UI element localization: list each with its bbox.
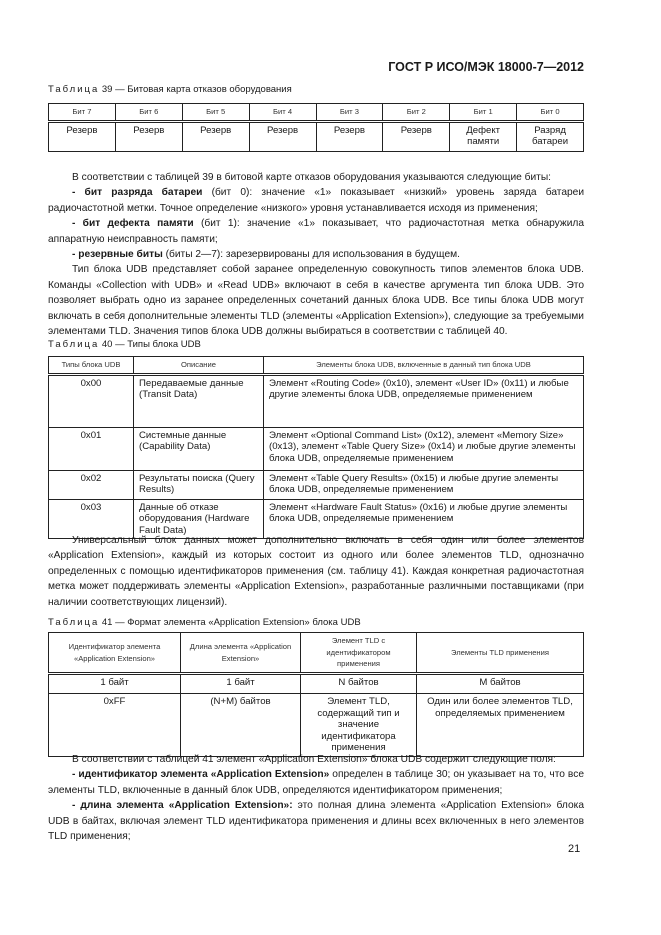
table-row [49,374,584,427]
paragraph: Универсальный блок данных может дополнительно включать в себя один или более элементов «Application Extension», каждый из которых состоит из одного или более элементов TLD, однозначно определенных с помощью идентификаторов применения (см. таблицу 41). Каждая конкретная радиочастотная метка может поддерживать элементы «Application Extension», разработанные различными поставщиками (при наличии соответствующих лицензий). [48,535,584,608]
definition: (бит 1): значение «1» показывает, что радиочастотная метка обнаружила аппаратную неисправность памяти; [48,218,584,245]
table-cell: Разряд батареи [517,121,584,151]
header-cell: Бит 4 [249,104,316,122]
paragraph: В соответствии с таблицей 41 элемент «Application Extension» блока UDB содержит следующие поля: [72,754,556,765]
header-cell: Элементы TLD применения [417,633,584,674]
page-number: 21 [568,843,581,855]
header-cell: Элемент TLD с идентификатором применения [301,633,417,674]
paragraph [48,185,584,216]
table-header-row [49,633,584,674]
table-cell: Дефект памяти [450,121,517,151]
body-text-2 [48,533,584,610]
table-cell: Элемент «Routing Code» (0x10), элемент «User ID» (0x11) и любые другие элементы блока UDB, определяемые применением [264,374,584,427]
caption-text: 40 — Типы блока UDB [101,339,201,350]
table-cell: Резерв [115,121,182,151]
table-cell: Элемент «Hardware Fault Status» (0x16) и любые другие элементы блока UDB, определяемые применением [264,499,584,539]
document-header: ГОСТ Р ИСО/МЭК 18000-7—2012 [388,60,584,74]
table-39 [48,103,584,152]
table-cell: Резерв [316,121,383,151]
table-row [49,121,584,151]
header-cell: Идентификатор элемента «Application Extension» [49,633,181,674]
definition: (бит 0): значение «1» показывает «низкий» уровень заряда батареи радиочастотной метки. Точное определение «низкого» уровня устанавливается исходя из применения; [48,187,585,214]
table-cell: Передаваемые данные (Transit Data) [134,374,264,427]
table-cell: 1 байт [181,674,301,694]
table-cell: Элемент TLD, содержащий тип и значение идентификатора применения [301,694,417,757]
paragraph: В соответствии с таблицей 39 в битовой карте отказов оборудования указываются следующие биты: [72,172,551,183]
table-cell: Резерв [49,121,116,151]
term: - идентификатор элемента «Application Extension» [72,769,330,781]
header-cell: Бит 3 [316,104,383,122]
table-cell: 1 байт [49,674,181,694]
table-row [49,427,584,470]
table-cell: Системные данные (Capability Data) [134,427,264,470]
table-cell: N байтов [301,674,417,694]
table-row [49,470,584,499]
body-text-1 [48,170,584,339]
definition: это полная длина элемента «Application Extension» блока UDB в байтах, включая элемент TLD идентификатора применения и длины всех включенных в него элементов TLD применения; [48,800,584,843]
table-cell: 0x01 [49,427,134,470]
table-row [49,674,584,694]
table-cell: Элемент «Optional Command List» (0x12), элемент «Memory Size» (0x13), элемент «Table Query Size» (0x14) и любые другие элементы блока UDB, определяемые применением [264,427,584,470]
table-40 [48,356,584,539]
paragraph [48,767,584,798]
table-39-caption [48,84,292,95]
header-cell: Бит 0 [517,104,584,122]
table-cell: Резерв [383,121,450,151]
header-cell: Элементы блока UDB, включенные в данный тип блока UDB [264,357,584,375]
table-cell: Элемент «Table Query Results» (0x15) и любые другие элементы блока UDB, определяемые применением [264,470,584,499]
header-cell: Бит 5 [182,104,249,122]
paragraph: Тип блока UDB представляет собой заранее определенную совокупность типов элементов блока UDB. Команды «Collection with UDB» и «Read UDB» включают в себя в качестве аргумента тип блока UDB. Это позволяет выбрать одно из заранее определенных сочетаний данных блока UDB. Все типы блока UDB могут включать в себя дополнительные элементы TLD (элементы «Application Extension»), следующие за требуемыми элементами TLD. Значения типов блока UDB должны выбираться в соответствии с таблицей 40. [48,264,584,338]
term: - бит дефекта памяти [72,218,194,230]
caption-label: Таблица [48,339,100,350]
table-cell: Данные об отказе оборудования (Hardware Fault Data) [134,499,264,539]
header-cell: Типы блока UDB [49,357,134,375]
table-41 [48,632,584,757]
table-cell: Резерв [182,121,249,151]
table-cell: 0xFF [49,694,181,757]
header-cell: Описание [134,357,264,375]
definition: определен в таблице 30; он указывает на то, что все элементы TLD, включенные в данный блок UDB, определяются идентификатором применения; [48,769,584,796]
table-cell: 0x02 [49,470,134,499]
header-cell: Бит 2 [383,104,450,122]
header-cell: Бит 1 [450,104,517,122]
table-cell: Резерв [249,121,316,151]
header-cell: Бит 7 [49,104,116,122]
table-row [49,694,584,757]
table-cell: M байтов [417,674,584,694]
term: - длина элемента «Application Extension»: [72,800,293,812]
table-header-row [49,104,584,122]
table-cell: Один или более элементов TLD, определяемых применением [417,694,584,757]
paragraph [48,216,584,247]
caption-label: Таблица [48,84,100,95]
caption-label: Таблица [48,617,100,628]
caption-text: 41 — Формат элемента «Application Extension» блока UDB [101,617,361,628]
table-40-caption [48,339,201,350]
paragraph [48,247,584,262]
definition: (биты 2—7): зарезервированы для использования в будущем. [162,249,460,261]
caption-text: 39 — Битовая карта отказов оборудования [101,84,292,95]
table-cell: 0x03 [49,499,134,539]
paragraph [48,798,584,844]
header-cell: Длина элемента «Application Extension» [181,633,301,674]
table-cell: Результаты поиска (Query Results) [134,470,264,499]
body-text-3 [48,752,584,844]
table-header-row [49,357,584,375]
table-cell: (N+M) байтов [181,694,301,757]
table-41-caption [48,617,361,628]
term: - бит разряда батареи [72,187,203,199]
table-cell: 0x00 [49,374,134,427]
term: - резервные биты [72,249,163,261]
header-cell: Бит 6 [115,104,182,122]
